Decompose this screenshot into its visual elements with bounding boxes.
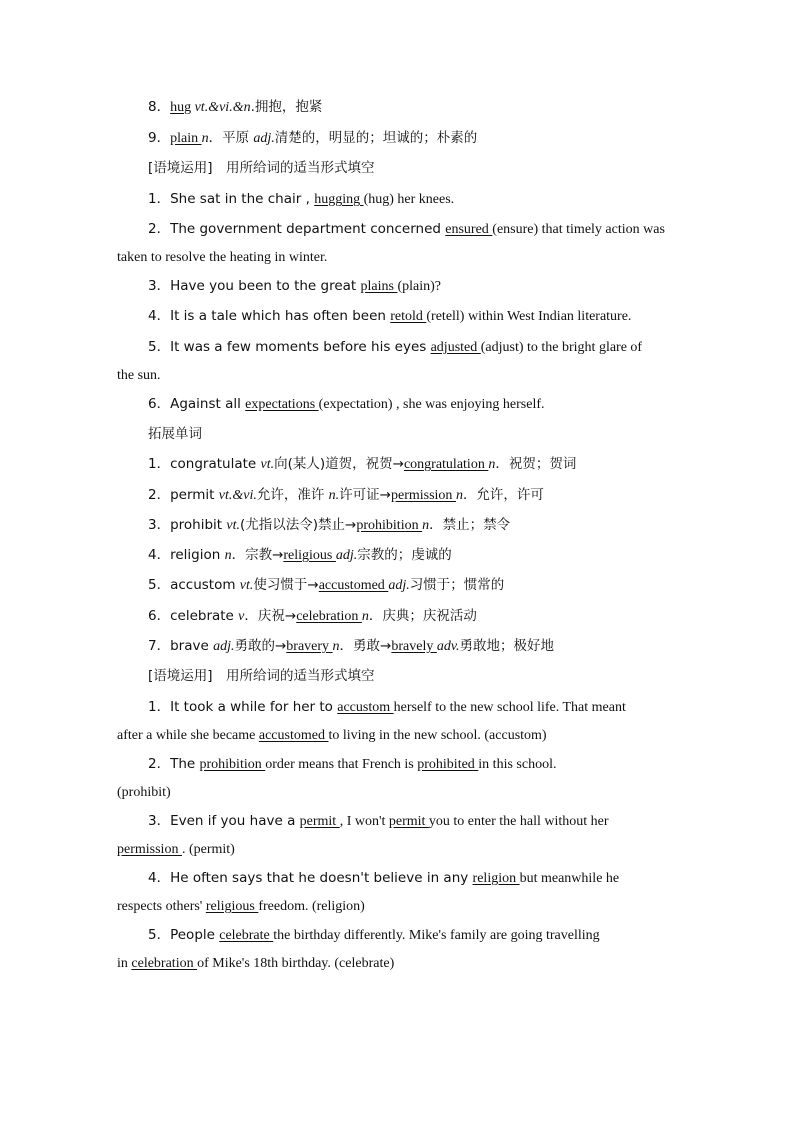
answer-blank: permission — [117, 842, 182, 857]
text-segment: 使习惯于→ — [253, 577, 319, 593]
answer-blank: accustom — [337, 700, 394, 715]
text-line — [0, 696, 794, 718]
answer-blank: prohibited — [417, 757, 479, 772]
text-segment: 1．She sat in the chair , — [148, 191, 315, 207]
answer-blank: congratulation — [403, 457, 489, 472]
text-segment: (adjust) to the bright glare of — [480, 340, 643, 355]
text-segment: 许可证→ — [339, 487, 391, 503]
answer-blank: bravely — [391, 639, 437, 654]
answer-blank: plains — [360, 279, 398, 294]
answer-blank: permit — [388, 814, 429, 829]
text-segment: 2．The — [148, 756, 200, 772]
text-segment: 4．He often says that he doesn't believe in any — [148, 870, 473, 886]
text-line — [0, 305, 794, 327]
text-segment: 3．Have you been to the great — [148, 278, 361, 294]
text-line — [0, 953, 794, 975]
text-line — [0, 725, 794, 747]
text-segment: 3．Even if you have a — [148, 813, 300, 829]
text-segment: ．平原 — [208, 130, 254, 146]
text-segment: n — [488, 457, 496, 472]
text-segment: 勇敢的→ — [234, 638, 287, 654]
text-segment: (ensure) that timely action was — [492, 222, 665, 237]
text-segment: respects others' — [117, 899, 206, 914]
text-line — [0, 924, 794, 946]
text-line — [0, 810, 794, 832]
text-line — [0, 275, 794, 297]
text-segment: 3．prohibit — [148, 517, 227, 533]
text-segment: you to enter the hall without her — [428, 814, 609, 829]
text-segment: the birthday differently. Mike's family are going travelling — [273, 928, 600, 943]
text-line — [0, 753, 794, 775]
answer-blank: expectations — [245, 397, 319, 412]
text-segment: adv. — [436, 639, 460, 654]
text-segment: 9． — [148, 130, 171, 146]
text-segment: 2．permit — [148, 487, 219, 503]
answer-blank: prohibition — [356, 518, 423, 533]
text-segment: herself to the new school life. That meant — [393, 700, 626, 715]
text-segment: order means that French is — [265, 757, 418, 772]
text-segment: ．宗教→ — [231, 547, 284, 563]
answer-blank: permit — [299, 814, 340, 829]
text-line — [0, 365, 794, 387]
text-segment: , I won't — [339, 814, 389, 829]
text-segment: n — [422, 518, 430, 533]
text-segment: .拥抱，抱紧 — [250, 99, 323, 115]
text-segment: ．庆典；庆祝活动 — [368, 608, 477, 624]
answer-blank: ensured — [445, 222, 493, 237]
text-segment: (prohibit) — [117, 785, 171, 800]
answer-blank: prohibition — [199, 757, 266, 772]
text-segment: 2．The government department concerned — [148, 221, 446, 237]
text-segment: . (permit) — [181, 842, 235, 857]
text-line — [0, 514, 794, 536]
text-segment: the sun. — [117, 368, 161, 383]
text-segment: n — [361, 609, 369, 624]
text-line — [0, 605, 794, 627]
text-segment: ．庆祝→ — [244, 608, 297, 624]
text-segment: vt. — [226, 518, 240, 533]
answer-blank: religion — [472, 871, 520, 886]
text-segment: 5．People — [148, 927, 220, 943]
text-line — [0, 157, 794, 179]
answer-blank: religious — [283, 548, 336, 563]
text-line — [0, 127, 794, 149]
text-line — [0, 453, 794, 475]
text-segment: [语境运用] 用所给词的适当形式填空 — [148, 668, 375, 684]
text-segment: in this school. — [478, 757, 557, 772]
text-segment: n — [332, 639, 340, 654]
text-line — [0, 782, 794, 804]
text-segment: taken to resolve the heating in winter. — [117, 250, 328, 265]
answer-blank: celebration — [296, 609, 362, 624]
text-segment: vt.&vi. — [218, 488, 257, 503]
text-segment: 向(某人)道贺，祝贺→ — [274, 456, 404, 472]
text-segment: to living in the new school. (accustom) — [328, 728, 547, 743]
text-line — [0, 336, 794, 358]
text-line — [0, 574, 794, 596]
text-segment: (expectation) , she was enjoying herself. — [318, 397, 545, 412]
text-segment: adj. — [388, 578, 410, 593]
text-line — [0, 188, 794, 210]
text-segment: 勇敢地；极好地 — [459, 638, 555, 654]
text-segment: vt.&vi.&n — [194, 100, 251, 115]
text-segment: of Mike's 18th birthday. (celebrate) — [197, 956, 395, 971]
text-segment: (plain)? — [397, 279, 441, 294]
answer-blank: retold — [390, 309, 427, 324]
answer-blank: permission — [390, 488, 456, 503]
text-segment: 8． — [148, 99, 171, 115]
answer-blank: accustomed — [318, 578, 389, 593]
text-segment: (尤指以法令)禁止→ — [240, 517, 357, 533]
answer-blank: hugging — [314, 192, 364, 207]
text-segment: but meanwhile he — [519, 871, 620, 886]
text-segment: adj. — [253, 131, 275, 146]
answer-blank: plain — [170, 131, 202, 146]
text-segment: [语境运用] 用所给词的适当形式填空 — [148, 160, 375, 176]
text-segment: ．禁止；禁令 — [429, 517, 511, 533]
text-segment: after a while she became — [117, 728, 259, 743]
text-segment: 允许，准许 — [256, 487, 329, 503]
text-segment: 4．It is a tale which has often been — [148, 308, 391, 324]
text-segment: ．勇敢→ — [339, 638, 392, 654]
text-segment: 1．It took a while for her to — [148, 699, 338, 715]
text-segment: n. — [328, 488, 340, 503]
answer-blank: bravery — [286, 639, 333, 654]
answer-blank: celebration — [131, 956, 198, 971]
text-segment: ．祝贺；贺词 — [495, 456, 577, 472]
text-segment: 习惯于；惯常的 — [409, 577, 505, 593]
text-line — [0, 393, 794, 415]
text-segment: freedom. (religion) — [258, 899, 365, 914]
text-segment: 5．accustom — [148, 577, 240, 593]
text-segment: (hug) her knees. — [363, 192, 455, 207]
text-line — [0, 96, 794, 118]
text-segment: ．允许，许可 — [462, 487, 544, 503]
text-line — [0, 544, 794, 566]
answer-blank: accustomed — [258, 728, 329, 743]
answer-blank: celebrate — [219, 928, 274, 943]
text-segment: 拓展单词 — [148, 426, 202, 442]
text-segment: 清楚的，明显的；坦诚的；朴素的 — [274, 130, 478, 146]
text-segment: vt. — [260, 457, 275, 472]
text-line — [0, 665, 794, 687]
answer-blank: hug — [170, 100, 192, 115]
text-line — [0, 484, 794, 506]
text-segment: (retell) within West Indian literature. — [426, 309, 632, 324]
answer-blank: religious — [205, 899, 259, 914]
text-segment: 宗教的；虔诚的 — [357, 547, 452, 563]
text-segment: n — [224, 548, 232, 563]
text-line — [0, 247, 794, 269]
text-segment: 5．It was a few moments before his eyes — [148, 339, 431, 355]
text-line — [0, 218, 794, 240]
text-segment: vt. — [239, 578, 254, 593]
text-segment: n — [201, 131, 209, 146]
answer-blank: adjusted — [430, 340, 481, 355]
text-line — [0, 839, 794, 861]
text-line — [0, 423, 794, 445]
text-line — [0, 867, 794, 889]
text-segment: 6．celebrate — [148, 608, 239, 624]
text-line — [0, 896, 794, 918]
text-segment: v — [238, 609, 245, 624]
text-segment: n — [455, 488, 463, 503]
text-segment: 6．Against all — [148, 396, 246, 412]
text-segment: 7．brave — [148, 638, 214, 654]
text-segment: in — [117, 956, 132, 971]
text-segment: adj. — [213, 639, 235, 654]
text-segment: 4．religion — [148, 547, 225, 563]
text-segment: adj. — [335, 548, 358, 563]
text-line — [0, 635, 794, 657]
text-segment: 1．congratulate — [148, 456, 261, 472]
